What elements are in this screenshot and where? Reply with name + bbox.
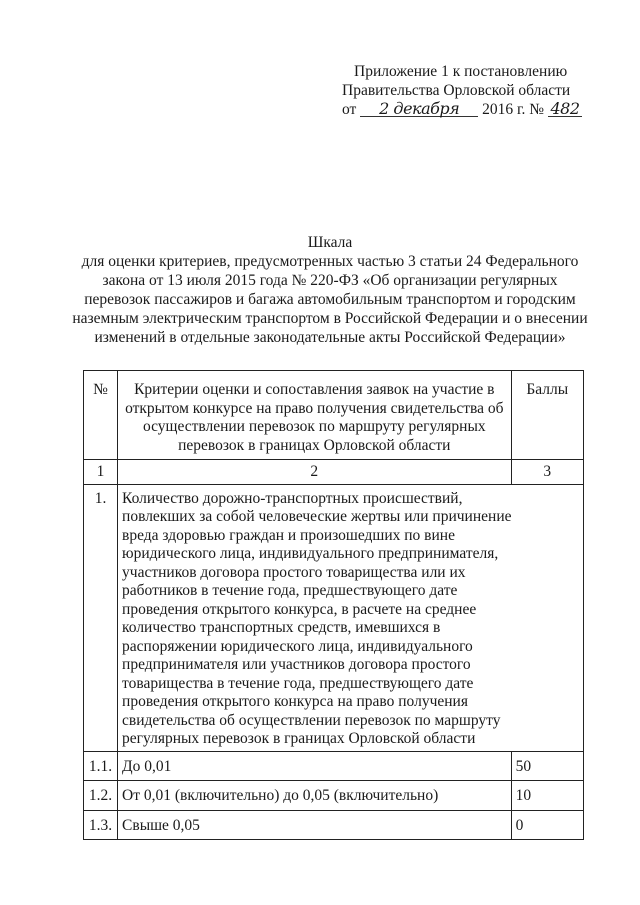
header-num: №: [84, 371, 118, 460]
table-row: [84, 781, 584, 811]
table-row: [84, 751, 584, 781]
row-num: 1.1.: [84, 751, 118, 781]
header-points: Баллы: [511, 371, 583, 460]
column-number: 1: [84, 460, 118, 485]
row-text: До 0,01: [118, 751, 512, 781]
row-text: Свыше 0,05: [118, 810, 512, 840]
title-subtitle: для оценки критериев, предусмотренных частью 3 статьи 24 Федерального закона от 13 июля 2015 года № 220-ФЗ «Об организации регулярных перевозок пассажиров и багажа автомобильным транспортом и городским наземным электрическим транспортом в Российской Федерации и о внесении изменений в отдельные законодательные акты Российской Федерации»: [72, 253, 588, 346]
year-text: 2016 г. №: [482, 101, 545, 118]
table-header-row: [84, 371, 584, 460]
criterion-num: 1.: [84, 484, 118, 751]
row-points: 10: [511, 781, 583, 811]
handwritten-date: 2 декабря: [360, 101, 478, 117]
row-points: 50: [511, 751, 583, 781]
appendix-line-2: Правительства Орловской области: [342, 82, 571, 99]
from-label: от: [342, 101, 357, 118]
title-heading: Шкала: [307, 234, 353, 251]
criterion-text: [118, 484, 584, 751]
appendix-date-line: [342, 100, 612, 119]
column-number-row: [84, 460, 584, 485]
header-criteria: Критерии оценки и сопоставления заявок на участие в открытом конкурсе на право получения свидетельства об осуществлении перевозок по маршруту регулярных перевозок в границах Орловской области: [118, 371, 512, 460]
row-num: 1.2.: [84, 781, 118, 811]
column-number: 2: [118, 460, 512, 485]
appendix-header: [342, 62, 612, 119]
table-row: [84, 810, 584, 840]
criterion-row: [84, 484, 584, 751]
row-text: От 0,01 (включительно) до 0,05 (включительно): [118, 781, 512, 811]
row-num: 1.3.: [84, 810, 118, 840]
handwritten-number: 482: [548, 101, 582, 117]
criterion-text-body: Количество дорожно-транспортных происшествий, повлекших за собой человеческие жертвы или причинение вреда здоровью граждан и произошедших по вине юридического лица, индивидуального предпринимателя, участников договора простого товарищества или их работников в течение года, предшествующего дате проведения открытого конкурса, в расчете на среднее количество транспортных средств, имевшихся в распоряжении юридического лица, индивидуального предпринимателя или участников договора простого товарищества в течение года, предшествующего дате проведения открытого конкурса на право получения свидетельства об осуществлении перевозок по маршруту регулярных перевозок в границах Орловской области: [122, 489, 512, 747]
document-title: [70, 233, 590, 347]
scale-table: [83, 370, 584, 840]
column-number: 3: [511, 460, 583, 485]
appendix-line-1: Приложение 1 к постановлению: [354, 63, 568, 80]
row-points: 0: [511, 810, 583, 840]
